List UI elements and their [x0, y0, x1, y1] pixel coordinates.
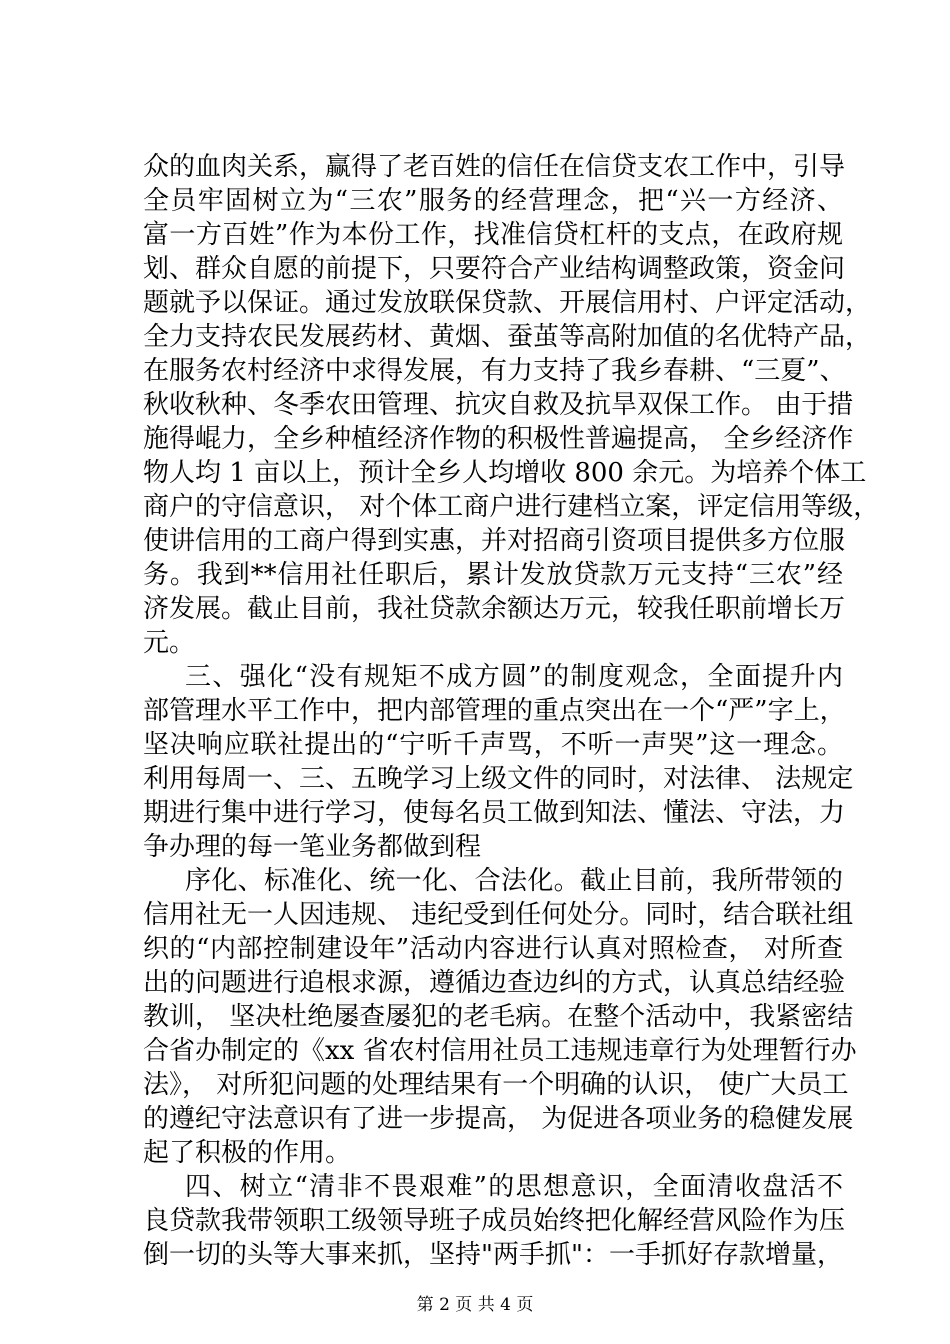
text-line: 秋收秋种、冬季农田管理、抗灾自救及抗旱双保工作。 由于措	[143, 390, 854, 420]
text-line: 部管理水平工作中，把内部管理的重点突出在一个“严”字上，	[143, 696, 846, 726]
text-line: 济发展。截止目前，我社贷款余额达万元，较我任职前增长万	[143, 594, 846, 624]
text-line: 务。我到**信用社任职后，累计发放贷款万元支持“三农”经	[143, 560, 843, 590]
text-line: 富一方百姓”作为本份工作，找准信贷杠杆的支点，在政府规	[143, 220, 843, 250]
text-line: 起了积极的作用。	[143, 1138, 352, 1168]
text-line: 商户的守信意识， 对个体工商户进行建档立案，评定信用等级，	[143, 492, 880, 522]
text-line: 争办理的每一笔业务都做到程	[143, 832, 482, 862]
text-line: 信用社无一人因违规、 违纪受到任何处分。同时，结合联社组	[143, 900, 854, 930]
text-line: 元。	[143, 628, 196, 658]
text-line: 施得崐力，全乡种植经济作物的积极性普遍提高， 全乡经济作	[143, 424, 854, 454]
text-line: 三、强化“没有规矩不成方圆”的制度观念，全面提升内	[185, 662, 843, 692]
text-line: 划、群众自愿的前提下，只要符合产业结构调整政策，资金问	[143, 254, 846, 284]
text-line: 题就予以保证。通过发放联保贷款、开展信用村、户评定活动，	[143, 288, 872, 318]
text-line: 众的血肉关系，赢得了老百姓的信任在信贷支农工作中，引导	[143, 152, 846, 182]
text-line: 织的“内部控制建设年”活动内容进行认真对照检查， 对所查	[143, 934, 843, 964]
text-line: 倒一切的头等大事来抓，坚持"两手抓"：一手抓好存款增量，	[143, 1240, 843, 1270]
text-line: 使讲信用的工商户得到实惠，并对招商引资项目提供多方位服	[143, 526, 846, 556]
body-text	[143, 150, 880, 1272]
text-line: 序化、标准化、统一化、合法化。截止目前，我所带领的	[185, 866, 843, 896]
text-line: 合省办制定的《xx 省农村信用社员工违规违章行为处理暂行办	[143, 1036, 857, 1066]
text-line: 在服务农村经济中求得发展，有力支持了我乡春耕、“三夏”、	[143, 356, 846, 386]
text-line: 期进行集中进行学习，使每名员工做到知法、懂法、守法，力	[143, 798, 846, 828]
text-line: 良贷款我带领职工级领导班子成员始终把化解经营风险作为压	[143, 1206, 846, 1236]
text-line: 教训， 坚决杜绝屡查屡犯的老毛病。在整个活动中，我紧密结	[143, 1002, 854, 1032]
text-line: 坚决响应联社提出的“宁听千声骂，不听一声哭”这一理念。	[143, 730, 843, 760]
text-line: 的遵纪守法意识有了进一步提高， 为促进各项业务的稳健发展	[143, 1104, 854, 1134]
text-line: 利用每周一、三、五晚学习上级文件的同时，对法律、 法规定	[143, 764, 854, 794]
text-line: 全力支持农民发展药材、黄烟、蚕茧等高附加值的名优特产品，	[143, 322, 872, 352]
text-line: 四、树立“清非不畏艰难”的思想意识，全面清收盘活不	[185, 1172, 843, 1202]
text-line: 全员牢固树立为“三农”服务的经营理念，把“兴一方经济、	[143, 186, 843, 216]
text-line: 物人均 1 亩以上，预计全乡人均增收 800 余元。为培养个体工	[143, 458, 867, 488]
text-line: 出的问题进行追根求源，遵循边查边纠的方式，认真总结经验	[143, 968, 846, 998]
text-line: 法》， 对所犯问题的处理结果有一个明确的认识， 使广大员工	[143, 1070, 849, 1100]
page-footer: 第 2 页 共 4 页	[416, 1295, 534, 1315]
